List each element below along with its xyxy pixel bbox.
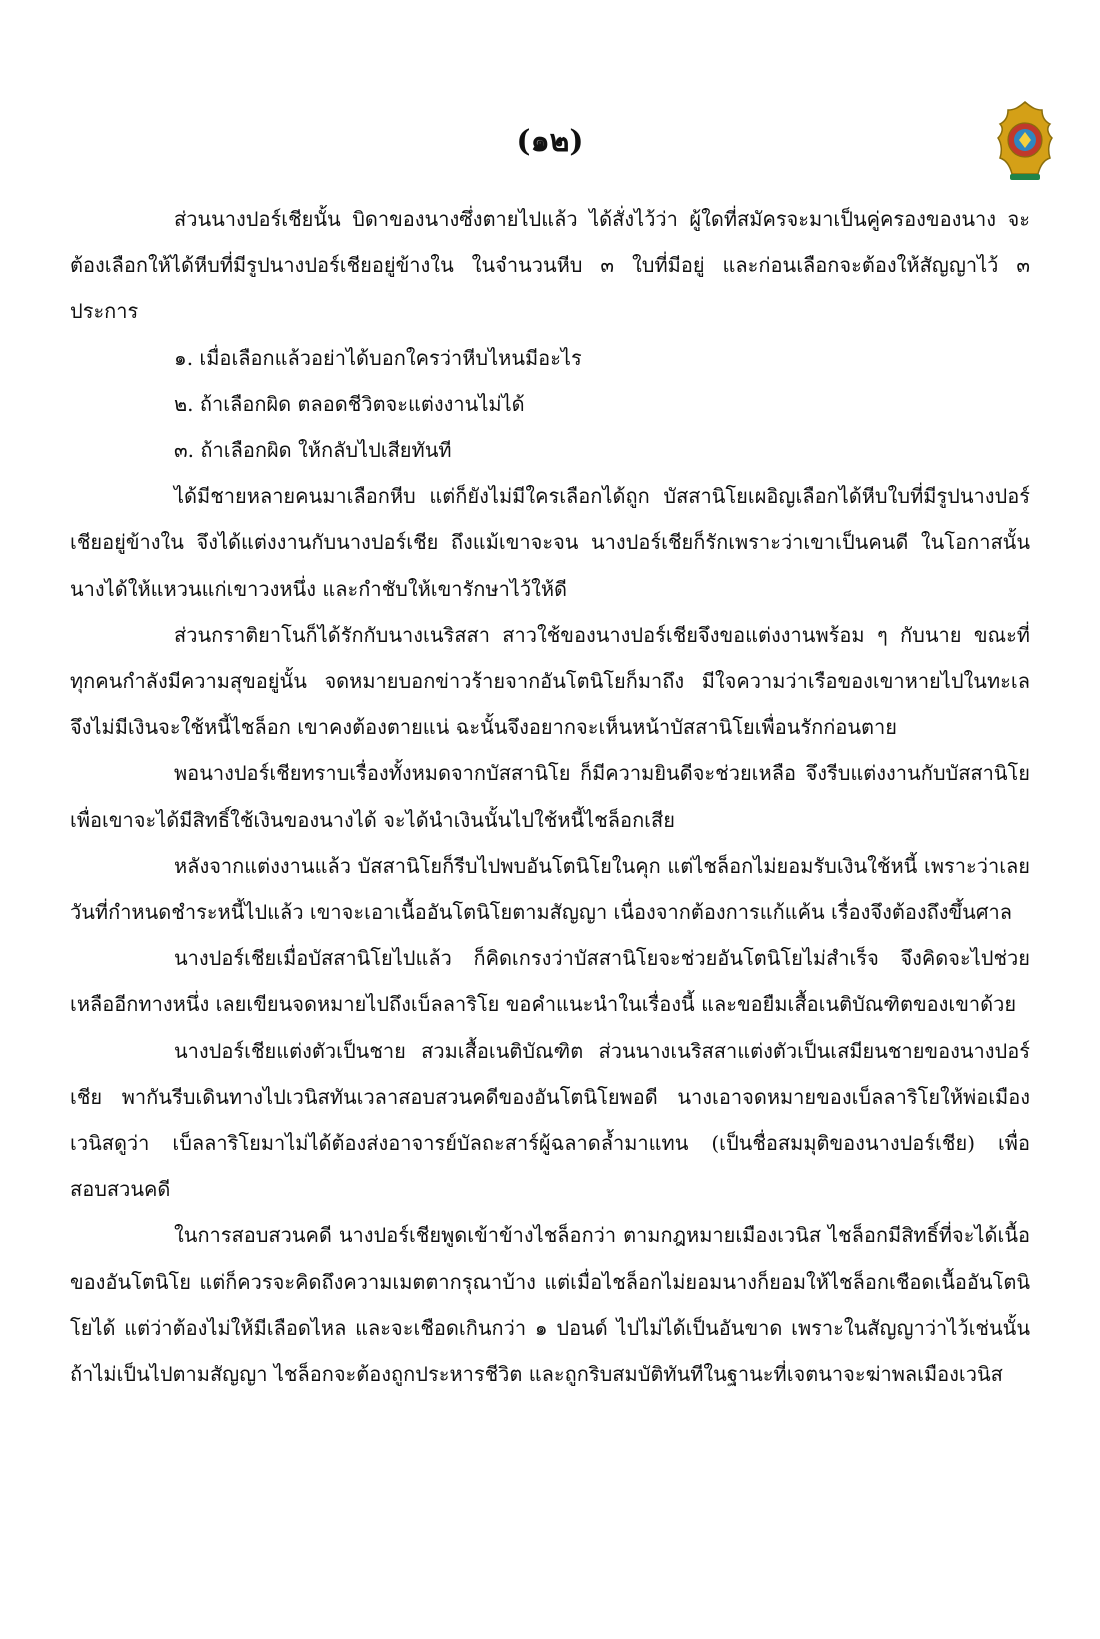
condition-item: ๒. ถ้าเลือกผิด ตลอดชีวิตจะแต่งงานไม่ได้ [174,391,525,416]
paragraph: นางปอร์เชียเมื่อบัสสานิโยไปแล้ว ก็คิดเกรงว่าบัสสานิโยจะช่วยอันโตนิโยไม่สำเร็จ จึงคิดจะไปช่วยเหลืออีกทางหนึ่ง เลยเขียนจดหมายไปถึงเบ็ลลาริโย ขอคำแนะนำในเรื่องนี้ และขอยืมเสื้อเนติบัณฑิตของเขาด้วย [70,946,1030,1017]
paragraph: ได้มีชายหลายคนมาเลือกหีบ แต่ก็ยังไม่มีใครเลือกได้ถูก บัสสานิโยเผอิญเลือกได้หีบใบที่มีรูปนางปอร์เชียอยู่ข้างใน จึงได้แต่งงานกับนางปอร์เชีย ถึงแม้เขาจะจน นางปอร์เชียก็รักเพราะว่าเขาเป็นคนดี ในโอกาสนั้นนางได้ให้แหวนแก่เขาวงหนึ่ง และกำชับให้เขารักษาไว้ให้ดี [70,484,1030,601]
condition-item: ๑. เมื่อเลือกแล้วอย่าได้บอกใครว่าหีบไหนมีอะไร [174,345,582,370]
page-number: (๑๒) [516,124,584,159]
paragraph: ส่วนกราติยาโนก็ได้รักกับนางเนริสสา สาวใช้ของนางปอร์เชียจึงขอแต่งงานพร้อม ๆ กับนาย ขณะที่ทุกคนกำลังมีความสุขอยู่นั้น จดหมายบอกข่าวร้ายจากอันโตนิโยก็มาถึง มีใจความว่าเรือของเขาหายไปในทะเล จึงไม่มีเงินจะใช้หนี้ไชล็อก เขาคงต้องตายแน่ ฉะนั้นจึงอยากจะเห็นหน้าบัสสานิโยเพื่อนรักก่อนตาย [70,622,1030,740]
paragraph: ในการสอบสวนคดี นางปอร์เชียพูดเข้าข้างไชล็อกว่า ตามกฎหมายเมืองเวนิส ไชล็อกมีสิทธิ์ที่จะได้เนื้อของอันโตนิโย แต่ก็ควรจะคิดถึงความเมตตากรุณาบ้าง แต่เมื่อไชล็อกไม่ยอมนางก็ยอมให้ไชล็อกเชือดเนื้ออันโตนิโยได้ แต่ว่าต้องไม่ให้มีเลือดไหล และจะเชือดเกินกว่า ๑ ปอนด์ ไปไม่ได้เป็นอันขาด เพราะในสัญญาว่าไว้เช่นนั้น ถ้าไม่เป็นไปตามสัญญา ไชล็อกจะต้องถูกประหารชีวิต และถูกริบสมบัติทันทีในฐานะที่เจตนาจะฆ่าพลเมืองเวนิส [70,1223,1030,1387]
paragraph: หลังจากแต่งงานแล้ว บัสสานิโยก็รีบไปพบอันโตนิโยในคุก แต่ไชล็อกไม่ยอมรับเงินใช้หนี้ เพราะว่าเลยวันที่กำหนดชำระหนี้ไปแล้ว เขาจะเอาเนื้ออันโตนิโยตามสัญญา เนื่องจากต้องการแก้แค้น เรื่องจึงต้องถึงขึ้นศาล [70,853,1030,925]
school-emblem-icon [990,100,1060,182]
paragraph: นางปอร์เชียแต่งตัวเป็นชาย สวมเสื้อเนติบัณฑิต ส่วนนางเนริสสาแต่งตัวเป็นเสมียนชายของนางปอร์เชีย พากันรีบเดินทางไปเวนิสทันเวลาสอบสวนคดีของอันโตนิโยพอดี นางเอาจดหมายของเบ็ลลาริโยให้พ่อเมืองเวนิสดูว่า เบ็ลลาริโยมาไม่ได้ต้องส่งอาจารย์บัลถะสาร์ผู้ฉลาดล้ำมาแทน (เป็นชื่อสมมุติของนางปอร์เชีย) เพื่อสอบสวนคดี [70,1038,1030,1202]
body-text [70,196,1030,1397]
paragraph: ส่วนนางปอร์เชียนั้น บิดาของนางซึ่งตายไปแล้ว ได้สั่งไว้ว่า ผู้ใดที่สมัครจะมาเป็นคู่ครองของนาง จะต้องเลือกให้ได้หีบที่มีรูปนางปอร์เชียอยู่ข้างใน ในจำนวนหีบ ๓ ใบที่มีอยู่ และก่อนเลือกจะต้องให้สัญญาไว้ ๓ ประการ [70,207,1030,324]
paragraph: พอนางปอร์เชียทราบเรื่องทั้งหมดจากบัสสานิโย ก็มีความยินดีจะช่วยเหลือ จึงรีบแต่งงานกับบัสสานิโย เพื่อเขาจะได้มีสิทธิ์ใช้เงินของนางได้ จะได้นำเงินนั้นไปใช้หนี้ไชล็อกเสีย [70,761,1030,832]
condition-item: ๓. ถ้าเลือกผิด ให้กลับไปเสียทันที [174,438,452,463]
